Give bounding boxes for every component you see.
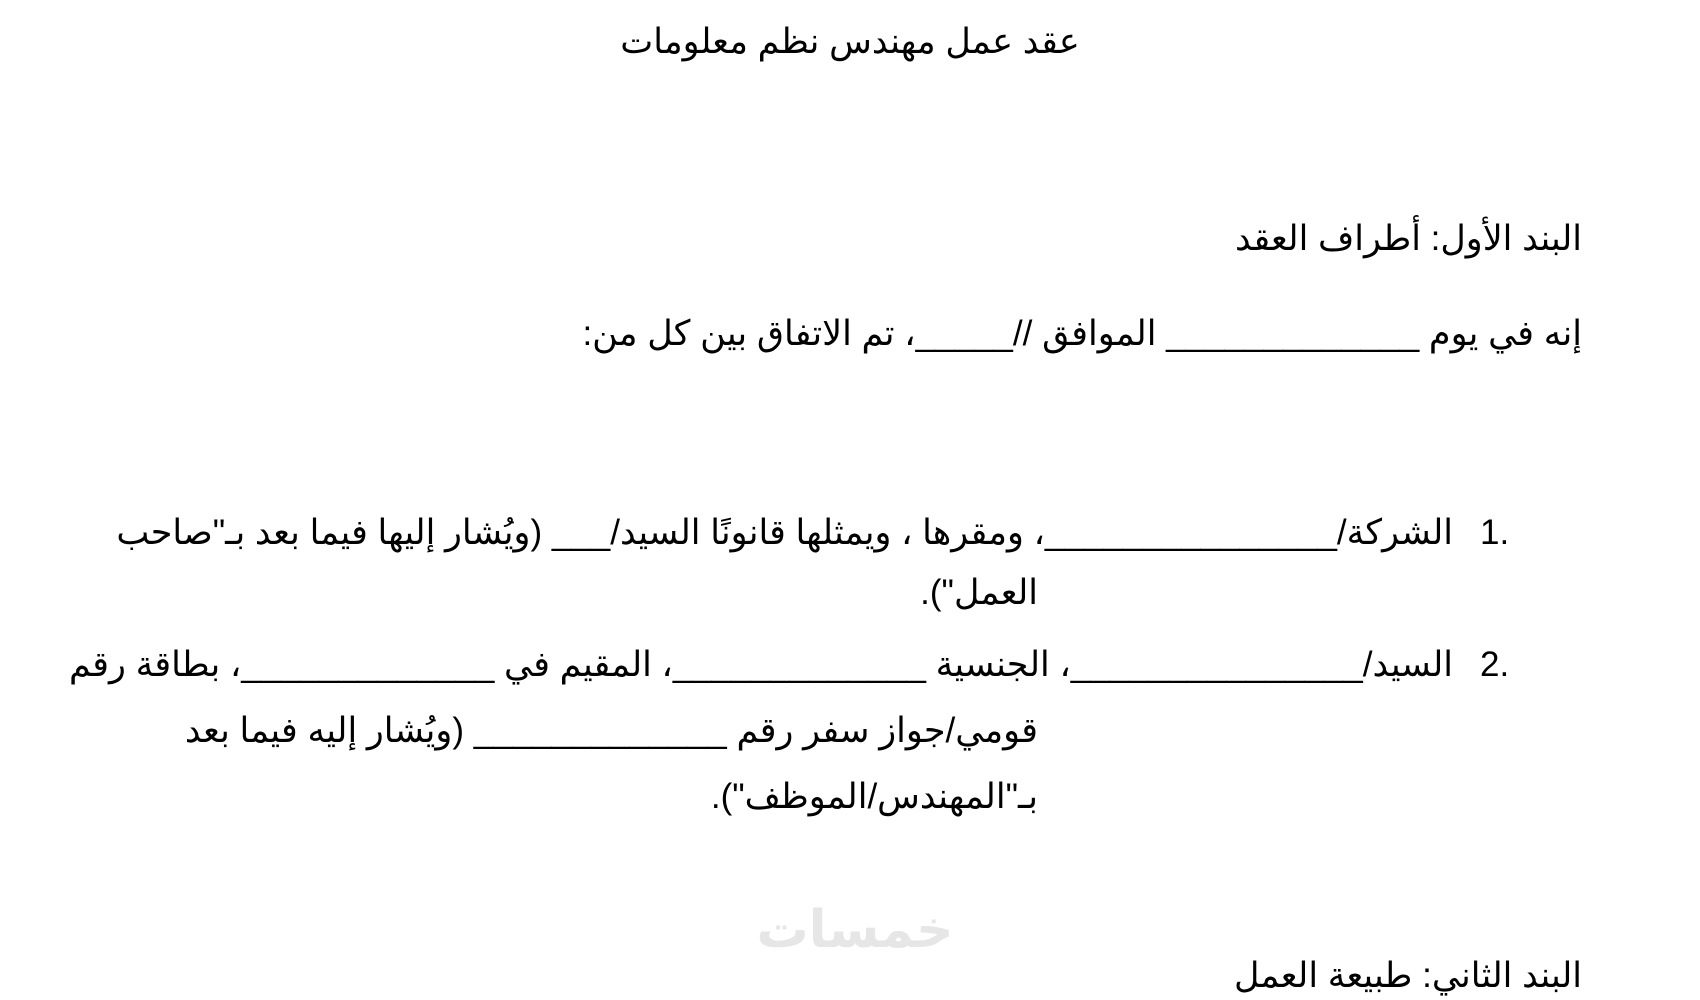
list-item-line: العمل"). [920,573,1038,612]
list-item-line: الشركة/_______________، ومقرها ، ويمثلها قانونًا السيد/___ (ويُشار إليها فيما بعد بـ"صاحب [116,513,1453,552]
document-title: عقد عمل مهندس نظم معلومات [620,22,1080,61]
list-item [68,632,1528,842]
watermark-logo: خمسات [756,900,954,960]
list-item-number: 2. [1480,645,1510,684]
list-item-number: 1. [1480,513,1510,552]
partial-next-line: البند الثاني: طبيعة العمل [1234,956,1582,995]
clause-1-intro: إنه في يوم _____________ الموافق //_____، تم الاتفاق بين كل من: [582,314,1582,353]
list-item [88,500,1528,640]
list-item-line: قومي/جواز سفر رقم _____________ (ويُشار إليه فيما بعد [184,711,1038,750]
list-item-line: السيد/_______________، الجنسية _____________، المقيم في _____________، بطاقة رقم [68,645,1453,684]
list-item-line: بـ"المهندس/الموظف"). [710,777,1038,816]
clause-1-heading: البند الأول: أطراف العقد [1234,219,1582,258]
